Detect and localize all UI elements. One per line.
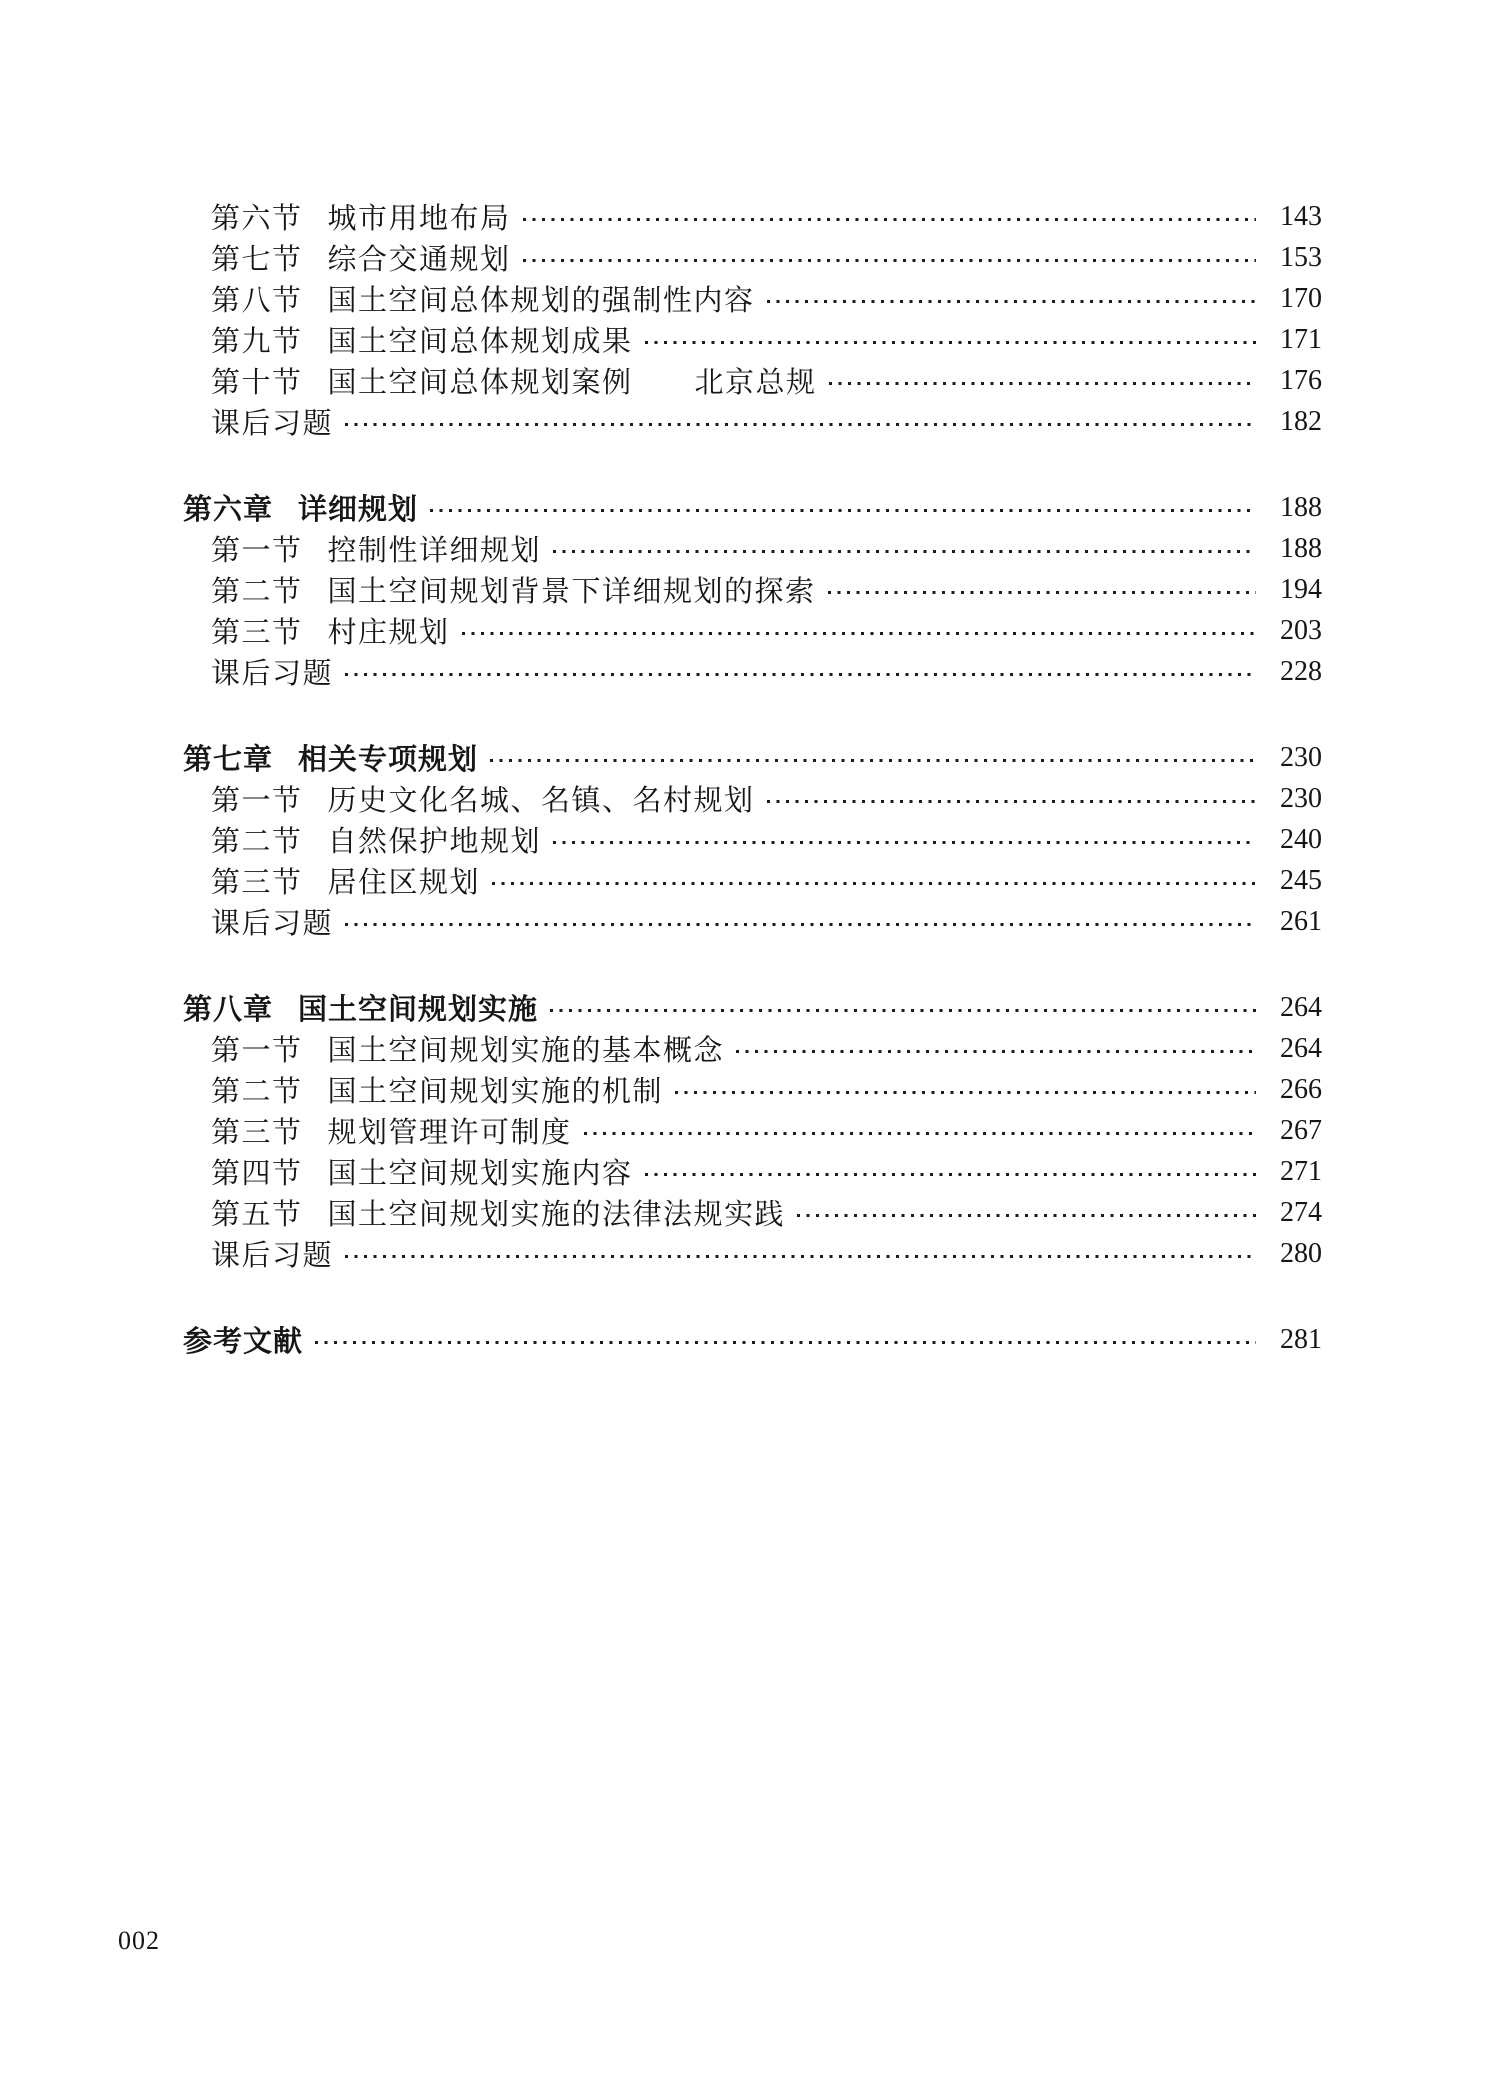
chapter-label: 第八章	[183, 994, 274, 1026]
dot-leader	[550, 1009, 1256, 1013]
entry-label: 第三节	[211, 1117, 303, 1149]
entry-title: 控制性详细规划	[327, 535, 542, 567]
toc-entry	[183, 237, 1322, 278]
entry-title: 国土空间规划背景下详细规划的探索	[327, 576, 816, 608]
chapter-title: 详细规划	[298, 494, 419, 526]
entry-label: 第三节	[211, 867, 303, 899]
entry-page-number: 264	[1280, 1032, 1322, 1064]
entry-title: 课后习题	[211, 658, 334, 690]
entry-label: 第一节	[211, 1035, 303, 1067]
folio-page-number: 002	[118, 1926, 160, 1955]
entry-page-number: 267	[1280, 1114, 1322, 1146]
entry-label: 第二节	[211, 826, 303, 858]
toc-entry	[183, 819, 1322, 860]
entry-title: 国土空间总体规划案例	[327, 367, 633, 399]
entry-page-number: 230	[1280, 741, 1322, 773]
entry-page-number: 280	[1280, 1237, 1322, 1269]
entry-page-number: 143	[1280, 200, 1322, 232]
entry-label: 第八节	[211, 285, 303, 317]
entry-label: 第十节	[211, 367, 303, 399]
dot-leader	[767, 800, 1256, 804]
toc-entry	[183, 1192, 1322, 1233]
entry-page-number: 228	[1280, 655, 1322, 687]
dot-leader	[584, 1132, 1256, 1136]
toc-entry	[183, 360, 1322, 401]
dot-leader	[315, 1341, 1256, 1345]
toc-entry	[183, 860, 1322, 901]
toc-entry	[183, 278, 1322, 319]
entry-page-number: 170	[1280, 282, 1322, 314]
entry-title: 居住区规划	[327, 867, 481, 899]
dot-leader	[675, 1091, 1256, 1095]
entry-page-number: 261	[1280, 905, 1322, 937]
entry-label: 第七节	[211, 244, 303, 276]
toc-entry-exercises	[183, 1233, 1322, 1274]
entry-page-number: 240	[1280, 823, 1322, 855]
entry-title: 自然保护地规划	[327, 826, 542, 858]
toc-chapter-entry	[183, 737, 1322, 778]
dot-leader	[490, 759, 1256, 763]
dot-leader	[523, 218, 1256, 222]
chapter-label: 第七章	[183, 744, 274, 776]
entry-label: 第三节	[211, 617, 303, 649]
toc-block-chapter5-tail	[183, 196, 1322, 442]
entry-page-number: 264	[1280, 991, 1322, 1023]
toc-entry	[183, 1028, 1322, 1069]
dot-leader	[345, 423, 1256, 427]
toc-entry-exercises	[183, 901, 1322, 942]
entry-title: 国土空间规划实施的基本概念	[327, 1035, 725, 1067]
entry-title: 课后习题	[211, 1240, 334, 1272]
toc-block-chapter8	[183, 987, 1322, 1274]
toc-block-references	[183, 1319, 1322, 1360]
dot-leader	[828, 591, 1256, 595]
dot-leader	[645, 1173, 1256, 1177]
dot-leader	[553, 841, 1256, 845]
dot-leader	[345, 923, 1256, 927]
entry-label: 第四节	[211, 1158, 303, 1190]
entry-label: 第五节	[211, 1199, 303, 1231]
toc-entry	[183, 569, 1322, 610]
entry-page-number: 188	[1280, 532, 1322, 564]
dot-leader	[430, 509, 1256, 513]
entry-title: 规划管理许可制度	[327, 1117, 572, 1149]
toc-entry	[183, 196, 1322, 237]
entry-page-number: 203	[1280, 614, 1322, 646]
entry-page-number: 271	[1280, 1155, 1322, 1187]
dot-leader	[462, 632, 1256, 636]
toc-entry	[183, 1110, 1322, 1151]
table-of-contents	[183, 196, 1322, 1360]
chapter-title: 相关专项规划	[298, 744, 479, 776]
entry-subtitle: 北京总规	[694, 367, 817, 399]
entry-label: 第九节	[211, 326, 303, 358]
toc-entry-exercises	[183, 651, 1322, 692]
dot-leader	[829, 382, 1256, 386]
toc-entry	[183, 528, 1322, 569]
dot-leader	[492, 882, 1256, 886]
references-title: 参考文献	[183, 1326, 304, 1358]
dot-leader	[345, 673, 1256, 677]
toc-entry	[183, 778, 1322, 819]
entry-page-number: 281	[1280, 1323, 1322, 1355]
dot-leader	[523, 259, 1256, 263]
entry-title: 历史文化名城、名镇、名村规划	[327, 785, 755, 817]
entry-title: 国土空间总体规划的强制性内容	[327, 285, 755, 317]
entry-page-number: 194	[1280, 573, 1322, 605]
entry-page-number: 245	[1280, 864, 1322, 896]
entry-page-number: 171	[1280, 323, 1322, 355]
entry-page-number: 266	[1280, 1073, 1322, 1105]
entry-label: 第二节	[211, 1076, 303, 1108]
dot-leader	[797, 1214, 1256, 1218]
chapter-title: 国土空间规划实施	[298, 994, 539, 1026]
entry-label: 第二节	[211, 576, 303, 608]
entry-label: 第一节	[211, 535, 303, 567]
chapter-label: 第六章	[183, 494, 274, 526]
entry-title: 国土空间规划实施的机制	[327, 1076, 664, 1108]
toc-entry	[183, 610, 1322, 651]
toc-entry	[183, 1069, 1322, 1110]
entry-title: 城市用地布局	[327, 203, 511, 235]
toc-chapter-entry	[183, 487, 1322, 528]
entry-page-number: 230	[1280, 782, 1322, 814]
entry-title: 国土空间总体规划成果	[327, 326, 633, 358]
entry-page-number: 274	[1280, 1196, 1322, 1228]
entry-title: 村庄规划	[327, 617, 450, 649]
entry-title: 国土空间规划实施的法律法规实践	[327, 1199, 786, 1231]
toc-chapter-entry	[183, 987, 1322, 1028]
entry-title: 课后习题	[211, 908, 334, 940]
entry-label: 第六节	[211, 203, 303, 235]
entry-page-number: 182	[1280, 405, 1322, 437]
toc-block-chapter7	[183, 737, 1322, 942]
entry-title: 综合交通规划	[327, 244, 511, 276]
toc-references-entry	[183, 1319, 1322, 1360]
toc-entry	[183, 1151, 1322, 1192]
toc-entry-exercises	[183, 401, 1322, 442]
entry-title: 国土空间规划实施内容	[327, 1158, 633, 1190]
entry-label: 第一节	[211, 785, 303, 817]
dot-leader	[345, 1255, 1256, 1259]
entry-page-number: 153	[1280, 241, 1322, 273]
entry-title: 课后习题	[211, 408, 334, 440]
dot-leader	[645, 341, 1256, 345]
toc-block-chapter6	[183, 487, 1322, 692]
toc-entry	[183, 319, 1322, 360]
entry-page-number: 188	[1280, 491, 1322, 523]
dot-leader	[553, 550, 1256, 554]
dot-leader	[767, 300, 1256, 304]
entry-page-number: 176	[1280, 364, 1322, 396]
dot-leader	[736, 1050, 1256, 1054]
